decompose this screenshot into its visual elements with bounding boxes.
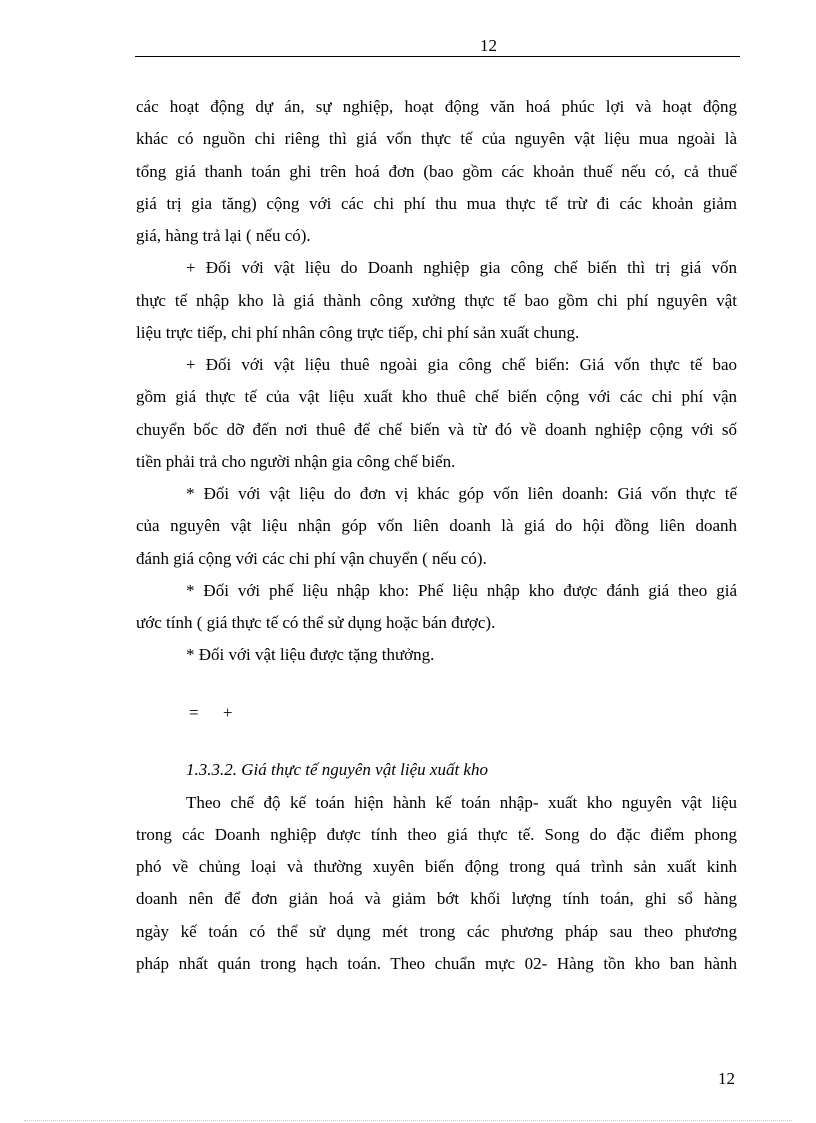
body-line: của nguyên vật liệu nhận góp vốn liên doanh là giá do hội đồng liên doanh: [136, 516, 737, 535]
section-heading: 1.3.3.2. Giá thực tế nguyên vật liệu xuất kho: [186, 760, 488, 779]
body-line: + Đối với vật liệu thuê ngoài gia công chế biến: Giá vốn thực tế bao: [186, 355, 737, 374]
page-bottom-divider: [24, 1120, 792, 1121]
body-line: liệu trực tiếp, chi phí nhân công trực tiếp, chi phí sản xuất chung.: [136, 323, 580, 342]
body-line: + Đối với vật liệu do Doanh nghiệp gia công chế biến thì trị giá vốn: [186, 258, 737, 277]
body-line: đánh giá cộng với các chi phí vận chuyển ( nếu có).: [136, 549, 487, 568]
body-line: * Đối với vật liệu do đơn vị khác góp vốn liên doanh: Giá vốn thực tế: [186, 484, 737, 503]
section-line: ngày kế toán có thể sử dụng mét trong các phương pháp sau theo phương: [136, 922, 737, 941]
body-line: các hoạt động dự án, sự nghiệp, hoạt động văn hoá phúc lợi và hoạt động: [136, 97, 737, 116]
section-line: doanh nên để đơn giản hoá và giảm bớt khối lượng tính toán, ghi sổ hàng: [136, 889, 737, 908]
body-line: giá trị gia tăng) cộng với các chi phí thu mua thực tế trừ đi các khoản giảm: [136, 194, 737, 213]
body-line: ước tính ( giá thực tế có thể sử dụng hoặc bán được).: [136, 613, 496, 632]
body-line: gồm giá thực tế của vật liệu xuất kho thuê chế biến cộng với các chi phí vận: [136, 387, 737, 406]
body-line: tiền phải trả cho người nhận gia công chế biến.: [136, 452, 456, 471]
body-line: giá, hàng trả lại ( nếu có).: [136, 226, 311, 245]
section-line: trong các Doanh nghiệp được tính theo giá thực tế. Song do đặc điểm phong: [136, 825, 737, 844]
body-line: * Đối với phế liệu nhập kho: Phế liệu nhập kho được đánh giá theo giá: [186, 581, 737, 600]
footer-page-number: 12: [718, 1069, 735, 1088]
header-page-number: 12: [480, 36, 497, 55]
body-line: khác có nguồn chi riêng thì giá vốn thực tế của nguyên vật liệu mua ngoài là: [136, 129, 737, 148]
header-divider: [135, 56, 740, 57]
body-line: chuyển bốc dỡ đến nơi thuê để chế biến và từ đó về doanh nghiệp cộng với số: [136, 420, 737, 439]
section-line: pháp nhất quán trong hạch toán. Theo chuẩn mực 02- Hàng tồn kho ban hành: [136, 954, 737, 973]
body-line: thực tế nhập kho là giá thành công xưởng thực tế bao gồm chi phí nguyên vật: [136, 291, 737, 310]
body-line: * Đối với vật liệu được tặng thưởng.: [186, 645, 435, 664]
body-line: tổng giá thanh toán ghi trên hoá đơn (bao gồm các khoản thuế nếu có, cả thuế: [136, 162, 737, 181]
section-line: Theo chế độ kế toán hiện hành kế toán nhập- xuất kho nguyên vật liệu: [186, 793, 737, 812]
section-line: phó về chủng loại và thường xuyên biến động trong quá trình sản xuất kinh: [136, 857, 737, 876]
formula: = +: [189, 703, 233, 722]
